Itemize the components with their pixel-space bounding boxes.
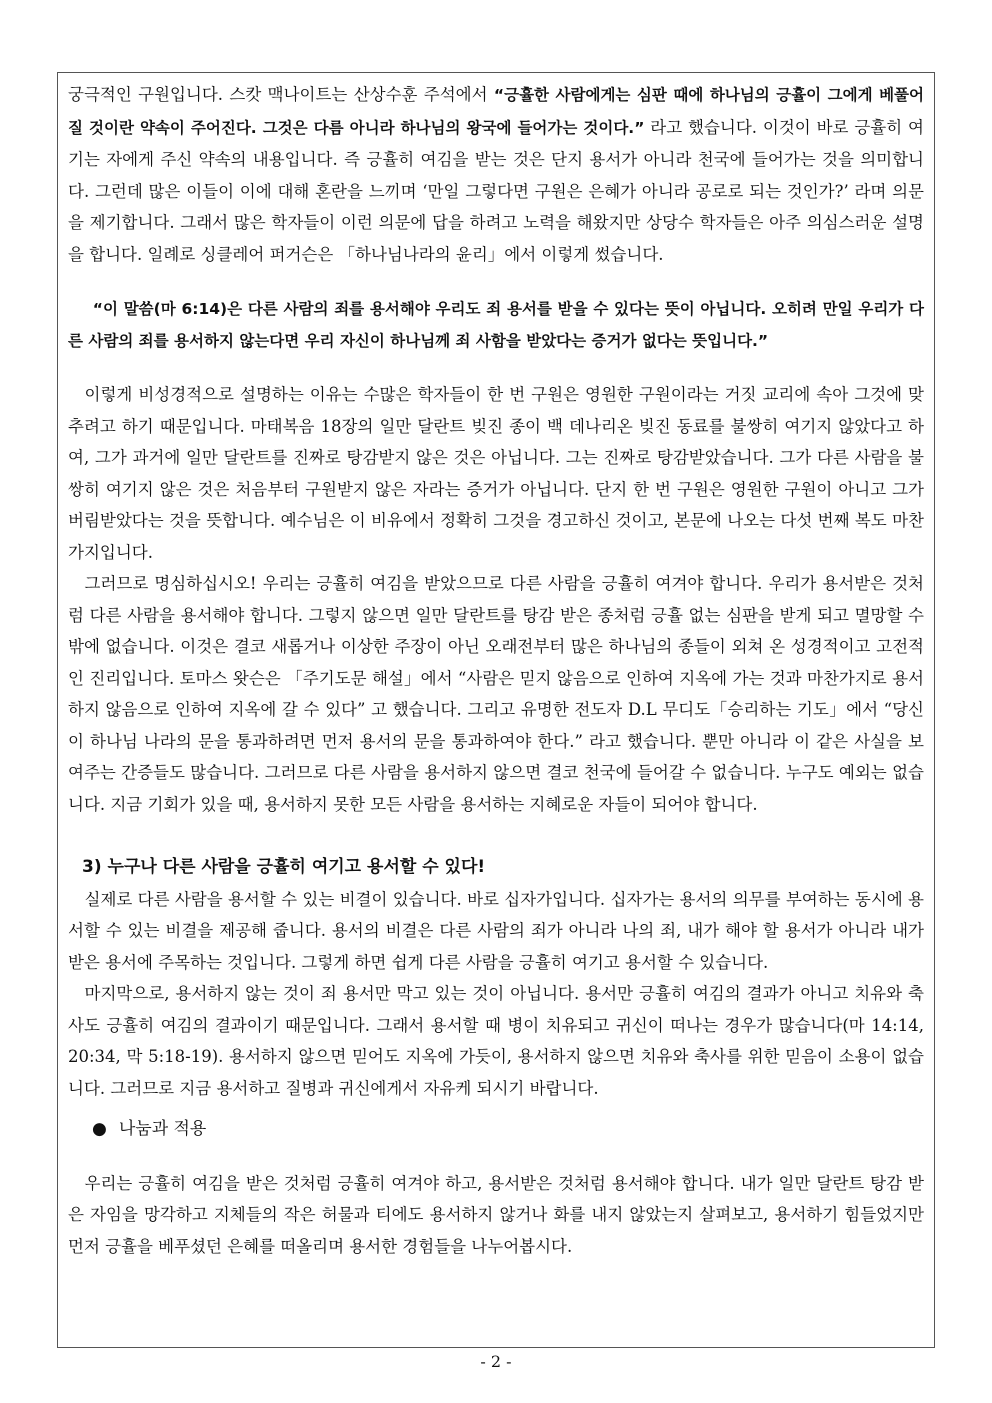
paragraph-application: 우리는 긍휼히 여김을 받은 것처럼 긍휼히 여겨야 하고, 용서받은 것처럼 용서해야 합니다. 내가 일만 달란트 탕감 받은 자임을 망각하고 지체들의 작은 허물과 티에도 용서하지 않거나 화를 내지 않았는지 살펴보고, 용서하기 힘들었지만 먼저 긍휼을 베푸셨던 은혜를 떠올리며 용서한 경험들을 나누어봅시다. (68, 1173, 924, 1256)
sharing-title-text: 나눔과 적용 (118, 1119, 207, 1139)
mcknight-quote: “긍휼한 사람에게는 심판 때에 하나님의 긍휼이 그에게 베풀어질 것이란 약속이 주어진다. 그것은 다름 아니라 하나님의 왕국에 들어가는 것이다.” (68, 86, 924, 137)
intro-text: 궁극적인 구원입니다. 스캇 맥나이트는 산상수훈 주석에서 (68, 85, 494, 104)
spacer (68, 357, 924, 379)
paragraph-intro (68, 79, 924, 270)
intro-text-continued: 라고 했습니다. 이것이 바로 긍휼히 여기는 자에게 주신 약속의 내용입니다. 즉 긍휼히 여김을 받는 것은 단지 용서가 아니라 천국에 들어가는 것을 의미합니다. 그런데 많은 이들이 이에 대해 혼란을 느끼며 ‘만일 그렇다면 구원은 은혜가 아니라 공로로 되는 것인가?’ 라며 의문을 제기합니다. 그래서 많은 학자들이 이런 의문에 답을 하려고 노력을 해왔지만 상당수 학자들은 아주 의심스러운 설명을 합니다. 일례로 싱클레어 퍼거슨은 「하나님나라의 윤리」에서 이렇게 썼습니다. (68, 117, 924, 264)
paragraph-cross: 실제로 다른 사람을 용서할 수 있는 비결이 있습니다. 바로 십자가입니다. 십자가는 용서의 의무를 부여하는 동시에 용서할 수 있는 비결을 제공해 줍니다. 용서의 비결은 다른 사람의 죄가 아니라 나의 죄, 내가 해야 할 용서가 아니라 내가 받은 용서에 주목하는 것입니다. 그렇게 하면 쉽게 다른 사람을 긍휼히 여기고 용서할 수 있습니다. (68, 889, 924, 972)
paragraph-healing: 마지막으로, 용서하지 않는 것이 죄 용서만 막고 있는 것이 아닙니다. 용서만 긍휼히 여김의 결과가 아니고 치유와 축사도 긍휼히 여김의 결과이기 때문입니다. 그래서 용서할 때 병이 치유되고 귀신이 떠나는 경우가 많습니다(마 14:14, 20:34, 막 5:18-19). 용서하지 않으면 믿어도 지옥에 가듯이, 용서하지 않으면 치유와 축사를 위한 믿음이 소용이 없습니다. 그러므로 지금 용서하고 질병과 귀신에게서 자유케 되시기 바랍니다. (68, 984, 924, 1098)
section-heading-3: 3) 누구나 다른 사람을 긍휼히 여기고 용서할 수 있다! (82, 857, 486, 877)
page-number: - 2 - (480, 1352, 512, 1371)
bullet-icon: ● (92, 1119, 107, 1139)
sharing-title (68, 1114, 924, 1146)
paragraph-exhortation: 그러므로 명심하십시오! 우리는 긍휼히 여김을 받았으므로 다른 사람을 긍휼히 여겨야 합니다. 우리가 용서받은 것처럼 다른 사람을 용서해야 합니다. 그렇지 않으면 일만 달란트를 탕감 받은 종처럼 긍휼 없는 심판을 받게 되고 멸망할 수밖에 없습니다. 이것은 결코 새롭거나 이상한 주장이 아닌 오래전부터 많은 하나님의 종들이 외쳐 온 성경적이고 고전적인 진리입니다. 토마스 왓슨은 「주기도문 해설」에서 “사람은 믿지 않음으로 인하여 지옥에 가는 것과 마찬가지로 용서하지 않음으로 인하여 지옥에 갈 수 있다” 고 했습니다. 그리고 유명한 전도자 D.L 무디도「승리하는 기도」에서 “당신이 하나님 나라의 문을 통과하려면 먼저 용서의 문을 통과하여야 한다.” 라고 했습니다. 뿐만 아니라 이 같은 사실을 보여주는 간증들도 많습니다. 그러므로 다른 사람을 용서하지 않으면 결코 천국에 들어갈 수 없습니다. 누구도 예외는 없습니다. 지금 기회가 있을 때, 용서하지 못한 모든 사람을 용서하는 지혜로운 자들이 되어야 합니다. (68, 574, 924, 814)
spacer (68, 820, 924, 842)
spacer (68, 1146, 924, 1168)
paragraph-explanation: 이렇게 비성경적으로 설명하는 이유는 수많은 학자들이 한 번 구원은 영원한 구원이라는 거짓 교리에 속아 그것에 맞추려고 하기 때문입니다. 마태복음 18장의 일만 달란트 빚진 종이 백 데나리온 빚진 동료를 불쌍히 여기지 않았다고 하여, 그가 과거에 일만 달란트를 진짜로 탕감받지 않은 것은 아닙니다. 그는 진짜로 탕감받았습니다. 그가 다른 사람을 불쌍히 여기지 않은 것은 처음부터 구원받지 않은 자라는 증거가 아닙니다. 단지 한 번 구원은 영원한 구원이 아니고 그가 버림받았다는 것을 뜻합니다. 예수님은 이 비유에서 정확히 그것을 경고하신 것이고, 본문에 나오는 다섯 번째 복도 마찬가지입니다. (68, 385, 924, 562)
page-frame (57, 72, 935, 1348)
ferguson-quote: “이 말씀(마 6:14)은 다른 사람의 죄를 용서해야 우리도 죄 용서를 받을 수 있다는 뜻이 아닙니다. 오히려 만일 우리가 다른 사람의 죄를 용서하지 않는다면 우리 자신이 하나님께 죄 사함을 받았다는 증거가 없다는 뜻입니다.” (68, 300, 924, 350)
